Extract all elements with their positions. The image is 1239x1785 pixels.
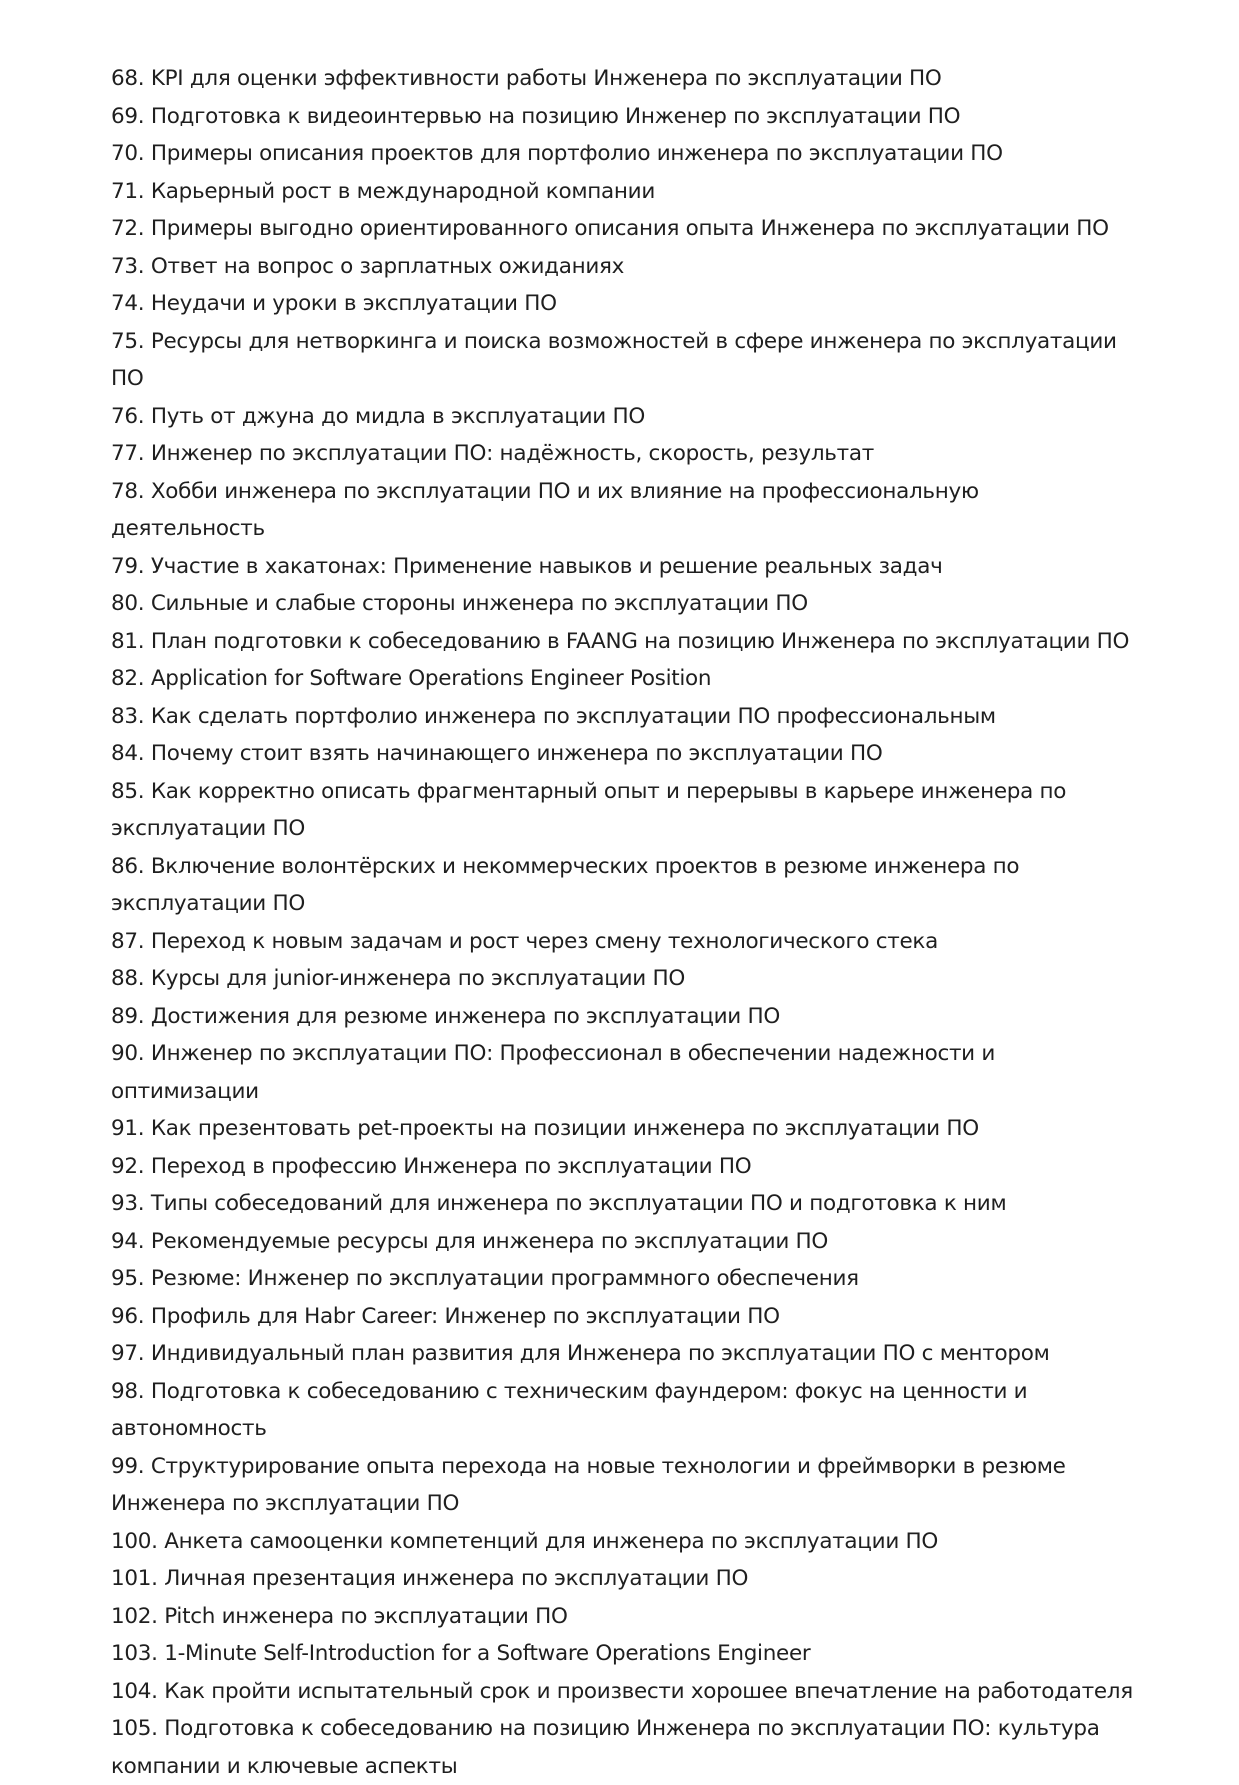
list-item: 88. Курсы для junior-инженера по эксплуатации ПО: [111, 966, 685, 991]
list-item: 73. Ответ на вопрос о зарплатных ожиданиях: [111, 253, 625, 279]
list-item: 94. Рекомендуемые ресурсы для инженера по эксплуатации ПО: [111, 1228, 829, 1254]
list-item: 96. Профиль для Habr Career: Инженер по эксплуатации ПО: [111, 1303, 780, 1329]
list-item: 75. Ресурсы для нетворкинга и поиска возможностей в сфере инженера по эксплуатации ПО: [111, 328, 1117, 391]
list-item: 78. Хобби инженера по эксплуатации ПО и их влияние на профессиональную деятельность: [111, 478, 979, 541]
list-item: 101. Личная презентация инженера по эксплуатации ПО: [111, 1566, 749, 1591]
list-item: 102. Pitch инженера по эксплуатации ПО: [111, 1603, 568, 1629]
list-item: 90. Инженер по эксплуатации ПО: Профессионал в обеспечении надежности и оптимизации: [111, 1041, 996, 1104]
list-item: 99. Структурирование опыта перехода на новые технологии и фреймворки в резюме Инженера по эксплуатации ПО: [111, 1453, 1066, 1516]
list-item: 100. Анкета самооценки компетенций для инженера по эксплуатации ПО: [111, 1528, 939, 1554]
list-item: 81. План подготовки к собеседованию в FAANG на позицию Инженера по эксплуатации ПО: [111, 628, 1130, 654]
list-item: 97. Индивидуальный план развития для Инженера по эксплуатации ПО с ментором: [111, 1341, 1050, 1366]
list-item: 104. Как пройти испытательный срок и произвести хорошее впечатление на работодателя: [111, 1678, 1133, 1704]
document-page: [111, 60, 1136, 1785]
list-item: 70. Примеры описания проектов для портфолио инженера по эксплуатации ПО: [111, 141, 1003, 166]
list-item: 77. Инженер по эксплуатации ПО: надёжность, скорость, результат: [111, 441, 874, 466]
list-item: 74. Неудачи и уроки в эксплуатации ПО: [111, 291, 557, 316]
list-item: 82. Application for Software Operations Engineer Position: [111, 666, 712, 691]
list-item: 68. KPI для оценки эффективности работы Инженера по эксплуатации ПО: [111, 66, 942, 91]
list-item: 98. Подготовка к собеседованию с техническим фаундером: фокус на ценности и автономность: [111, 1378, 1028, 1441]
list-item: 103. 1-Minute Self-Introduction for a Software Operations Engineer: [111, 1641, 811, 1666]
list-item: 83. Как сделать портфолио инженера по эксплуатации ПО профессиональным: [111, 703, 996, 729]
list-item: 79. Участие в хакатонах: Применение навыков и решение реальных задач: [111, 553, 943, 579]
list-item: 69. Подготовка к видеоинтервью на позицию Инженер по эксплуатации ПО: [111, 103, 961, 129]
list-item: 93. Типы собеседований для инженера по эксплуатации ПО и подготовка к ним: [111, 1191, 1007, 1216]
list-item: 91. Как презентовать pet-проекты на позиции инженера по эксплуатации ПО: [111, 1116, 979, 1141]
list-item: 80. Сильные и слабые стороны инженера по эксплуатации ПО: [111, 591, 808, 616]
list-item: 89. Достижения для резюме инженера по эксплуатации ПО: [111, 1003, 780, 1029]
list-item: 84. Почему стоит взять начинающего инженера по эксплуатации ПО: [111, 741, 883, 766]
list-item: 72. Примеры выгодно ориентированного описания опыта Инженера по эксплуатации ПО: [111, 216, 1109, 241]
list-item: 92. Переход в профессию Инженера по эксплуатации ПО: [111, 1153, 752, 1179]
list-item: 76. Путь от джуна до мидла в эксплуатации ПО: [111, 403, 645, 429]
list-item: 71. Карьерный рост в международной компании: [111, 178, 656, 204]
list-item: 87. Переход к новым задачам и рост через смену технологического стека: [111, 928, 938, 954]
list-item: 95. Резюме: Инженер по эксплуатации программного обеспечения: [111, 1266, 859, 1291]
list-item: 105. Подготовка к собеседованию на позицию Инженера по эксплуатации ПО: культура компании и ключевые аспекты: [111, 1716, 1100, 1779]
list-item: 86. Включение волонтёрских и некоммерческих проектов в резюме инженера по эксплуатации ПО: [111, 853, 1020, 916]
list-item: 85. Как корректно описать фрагментарный опыт и перерывы в карьере инженера по эксплуатации ПО: [111, 778, 1067, 841]
